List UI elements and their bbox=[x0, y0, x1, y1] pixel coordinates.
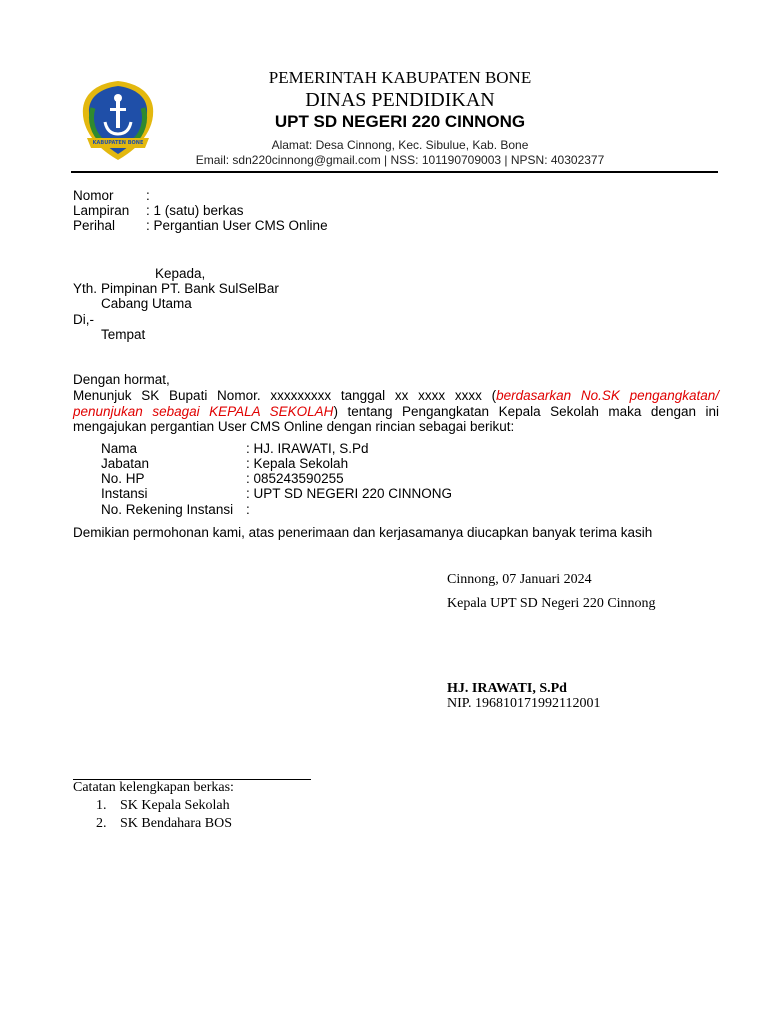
notes-item: SK Kepala Sekolah bbox=[120, 798, 230, 813]
para-part2: ) tentang Pengangkatan Kepala Sekolah maka dengan ini mengajukan pergantian User CMS Online dengan rincian sebagai berikut: bbox=[73, 403, 719, 434]
logo-text: KABUPATEN BONE bbox=[92, 140, 144, 146]
detail-value: : UPT SD NEGERI 220 CINNONG bbox=[246, 486, 453, 501]
government-name: PEMERINTAH KABUPATEN BONE bbox=[268, 68, 532, 87]
letterhead-divider bbox=[71, 171, 718, 173]
separator: | bbox=[384, 153, 388, 167]
kepada: Kepada, bbox=[155, 266, 206, 281]
lampiran-label: Lampiran bbox=[73, 203, 130, 218]
para-red: berdasarkan No.SK pengangkatan/ penunjukan sebagai KEPALA SEKOLAH bbox=[73, 388, 719, 419]
detail-label: No. HP bbox=[101, 471, 145, 486]
signer-nip: NIP. 196810171992112001 bbox=[447, 696, 601, 711]
detail-label: No. Rekening Instansi bbox=[101, 502, 234, 517]
detail-value: : 085243590255 bbox=[246, 471, 344, 486]
body-paragraph bbox=[73, 388, 719, 435]
detail-label: Jabatan bbox=[101, 456, 150, 471]
signer-name: HJ. IRAWATI, S.Pd bbox=[447, 681, 567, 696]
detail-value: : Kepala Sekolah bbox=[246, 456, 349, 471]
perihal-value: : Pergantian User CMS Online bbox=[146, 218, 328, 233]
school-name: UPT SD NEGERI 220 CINNONG bbox=[274, 112, 526, 131]
npsn: NPSN: 40302377 bbox=[510, 153, 605, 167]
contact-line bbox=[0, 153, 768, 167]
recipient-line1: Pimpinan PT. Bank SulSelBar bbox=[101, 281, 279, 296]
school-address: Alamat: Desa Cinnong, Kec. Sibulue, Kab. Bone bbox=[271, 138, 529, 152]
detail-value: : HJ. IRAWATI, S.Pd bbox=[246, 441, 369, 456]
email-label: Email: bbox=[195, 153, 230, 167]
detail-label: Nama bbox=[101, 441, 138, 456]
tempat: Tempat bbox=[101, 327, 146, 342]
notes-item: SK Bendahara BOS bbox=[120, 816, 232, 831]
notes-item-number: 1. bbox=[96, 798, 107, 813]
email-address[interactable]: sdn220cinnong@gmail.com bbox=[232, 153, 381, 167]
nss: NSS: 101190709003 bbox=[390, 153, 502, 167]
place-date: Cinnong, 07 Januari 2024 bbox=[447, 572, 592, 587]
office-name: DINAS PENDIDIKAN bbox=[305, 89, 495, 111]
signer-position: Kepala UPT SD Negeri 220 Cinnong bbox=[447, 596, 656, 611]
nomor-label: Nomor bbox=[73, 188, 114, 203]
recipient-line2: Cabang Utama bbox=[101, 296, 192, 311]
separator: | bbox=[504, 153, 508, 167]
notes-item-number: 2. bbox=[96, 816, 107, 831]
greeting: Dengan hormat, bbox=[73, 372, 170, 387]
closing-sentence: Demikian permohonan kami, atas penerimaan dan kerjasamanya diucapkan banyak terima kasih bbox=[73, 525, 653, 540]
perihal-label: Perihal bbox=[73, 218, 116, 233]
notes-title: Catatan kelengkapan berkas: bbox=[73, 780, 234, 795]
lampiran-value: : 1 (satu) berkas bbox=[146, 203, 244, 218]
detail-value: : bbox=[246, 502, 250, 517]
yth: Yth. bbox=[73, 281, 98, 296]
detail-label: Instansi bbox=[101, 486, 148, 501]
nomor-value: : bbox=[146, 188, 150, 203]
di: Di,- bbox=[73, 312, 94, 327]
para-part1: Menunjuk SK Bupati Nomor. xxxxxxxxx tanggal xx xxxx xxxx ( bbox=[73, 388, 497, 403]
